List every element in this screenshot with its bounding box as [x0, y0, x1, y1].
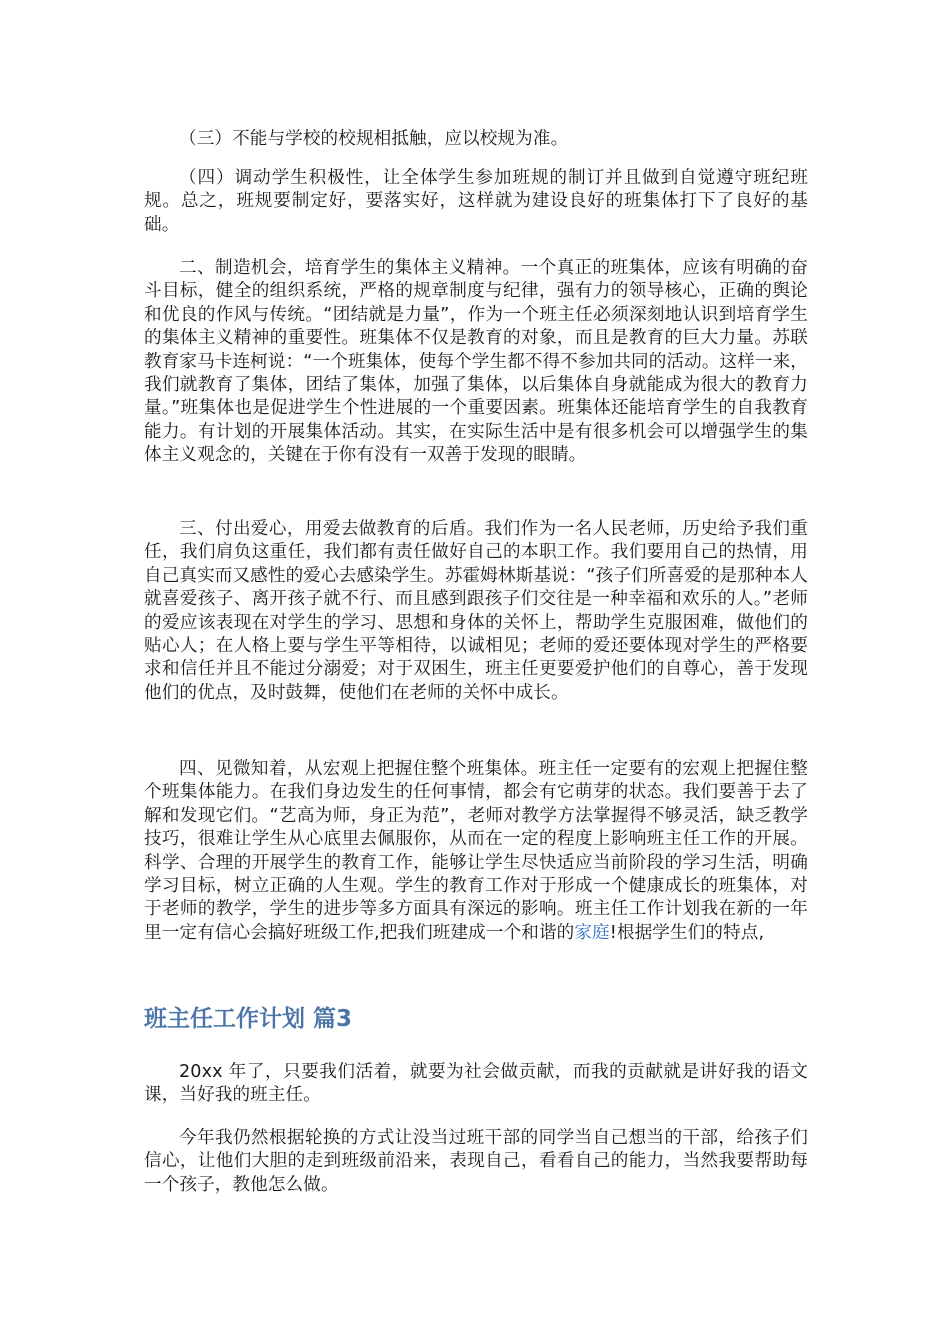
paragraph-contribution: 20xx 年了，只要我们活着，就要为社会做贡献，而我的贡献就是讲好我的语文课，当好我的班主任。 [144, 1062, 808, 1106]
home-link[interactable]: 家庭 [574, 922, 610, 943]
paragraph-collective-spirit: 二、制造机会，培育学生的集体主义精神。一个真正的班集体，应该有明确的奋斗目标，健全的组织系统，严格的规章制度与纪律，强有力的领导核心，正确的舆论和优良的作风与传统。“团结就是力量”，作为一个班主任必须深刻地认识到培育学生的集体主义精神的重要性。班集体不仅是教育的对象，而且是教育的巨大力量。苏联教育家马卡连柯说：“一个班集体，使每个学生都不得不参加共同的活动。这样一来，我们就教育了集体，团结了集体，加强了集体，以后集体自身就能成为很大的教育力量。”班集体也是促进学生个性进展的一个重要因素。班集体还能培育学生的自我教育能力。有计划的开展集体活动。其实，在实际生活中是有很多机会可以增强学生的集体主义观念的，关键在于你有没有一双善于发现的眼睛。 [144, 258, 808, 466]
paragraph-love-care: 三、付出爱心，用爱去做教育的后盾。我们作为一名人民老师，历史给予我们重任，我们肩负这重任，我们都有责任做好自己的本职工作。我们要用自己的热情，用自己真实而又感性的爱心去感染学生。苏霍姆林斯基说：“孩子们所喜爱的是那种本人就喜爱孩子、离开孩子就不行、而且感到跟孩子们交往是一种幸福和欢乐的人。”老师的爱应该表现在对学生的学习、思想和身体的关怀上，帮助学生克服困难，做他们的贴心人；在人格上要与学生平等相待，以诚相见；老师的爱还要体现对学生的严格要求和信任并且不能过分溺爱；对于双困生，班主任更要爱护他们的自尊心，善于发现他们的优点，及时鼓舞，使他们在老师的关怀中成长。 [144, 519, 808, 703]
paragraph-class-cadre: 今年我仍然根据轮换的方式让没当过班干部的同学当自己想当的干部，给孩子们信心，让他们大胆的走到班级前沿来，表现自己，看看自己的能力，当然我要帮助每一个孩子，教他怎么做。 [144, 1128, 808, 1195]
paragraph-school-rules: （三）不能与学校的校规相抵触，应以校规为准。 [179, 129, 569, 149]
section-heading: 班主任工作计划 篇3 [144, 1006, 353, 1032]
paragraph-macro-view-tail: !根据学生们的特点, [609, 922, 765, 943]
paragraph-macro-view [144, 758, 808, 945]
paragraph-macro-view-text: 四、见微知着，从宏观上把握住整个班集体。班主任一定要有的宏观上把握住整个班集体能力。在我们身边发生的任何事情，都会有它萌芽的状态。我们要善于去了解和发现它们。“艺高为师，身正为范”，老师对教学方法掌握得不够灵活，缺乏教学技巧，很难让学生从心底里去佩服你，从而在一定的程度上影响班主任工作的开展。科学、合理的开展学生的教育工作，能够让学生尽快适应当前阶段的学习生活，明确学习目标，树立正确的人生观。学生的教育工作对于形成一个健康成长的班集体，对于老师的教学，学生的进步等多方面具有深远的影响。班主任工作计划我在新的一年里一定有信心会搞好班级工作,把我们班建成一个和谐的 [144, 759, 808, 943]
paragraph-student-initiative: （四）调动学生积极性，让全体学生参加班规的制订并且做到自觉遵守班纪班规。总之，班规要制定好，要落实好，这样就为建设良好的班集体打下了良好的基础。 [144, 168, 808, 235]
